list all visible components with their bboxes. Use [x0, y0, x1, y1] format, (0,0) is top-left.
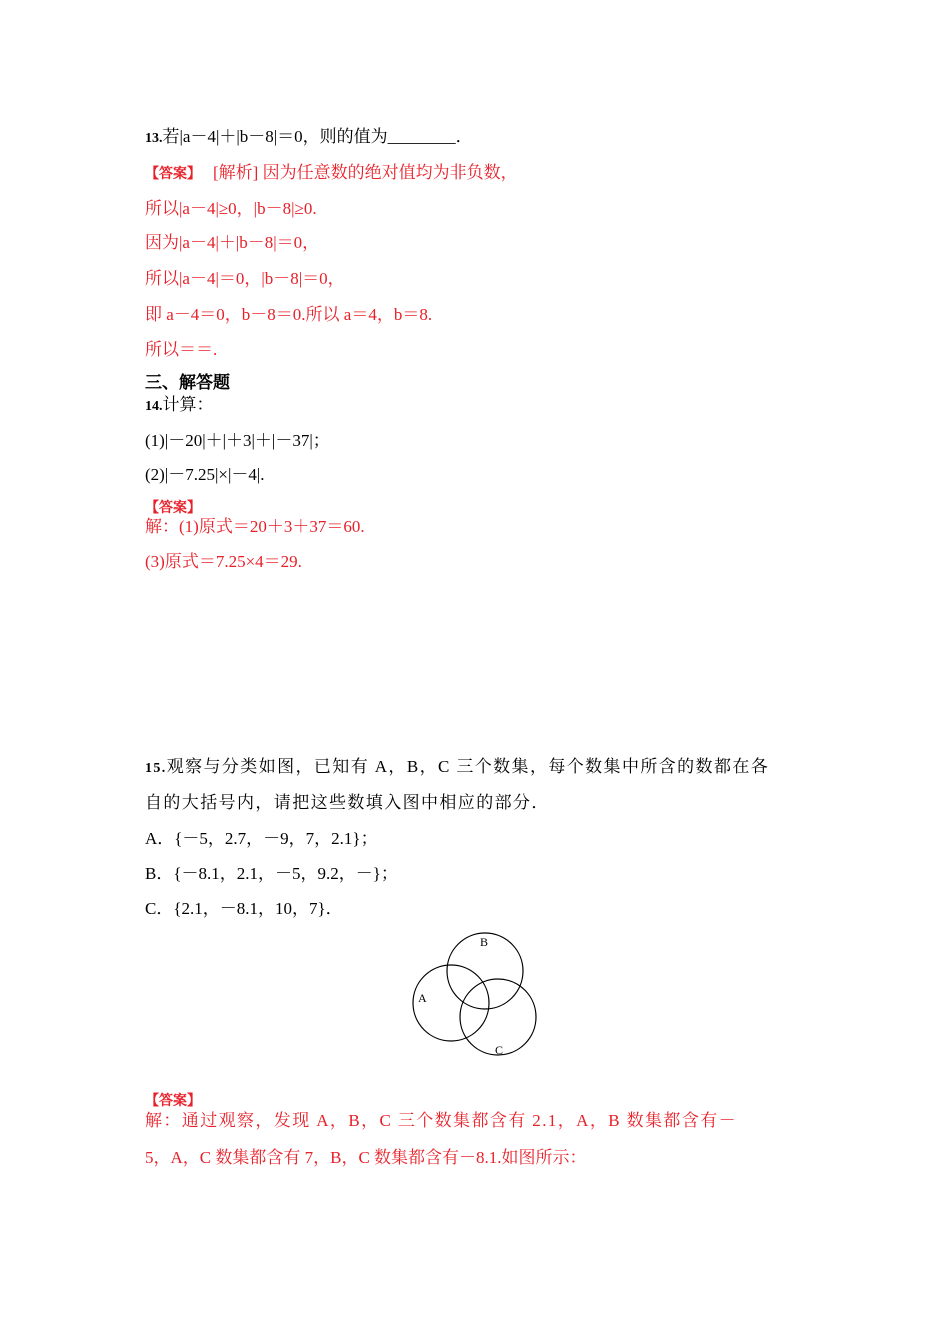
- q15-text-line-1: 观察与分类如图，已知有 A，B，C 三个数集，每个数集中所含的数都在各: [166, 757, 770, 776]
- q13-text: 若|a－4|＋|b－8|＝0，则的值为________．: [162, 127, 473, 146]
- q13-answer-first: [145, 162, 518, 185]
- q15-question: [145, 756, 769, 780]
- q15-set-a: A．{－5，2.7，－9，7，2.1}；: [145, 829, 378, 848]
- q15-text-line-2: 自的大括号内，请把这些数填入图中相应的部分．: [145, 793, 550, 812]
- q13-answer-tag: 【答案】: [145, 166, 201, 182]
- q13-answer-line-5: 所以＝＝.: [145, 340, 218, 359]
- q14-number: 14.: [145, 399, 163, 414]
- q15-number: 15.: [145, 761, 167, 776]
- q15-set-b: B．{－8.1，2.1，－5，9.2，－}；: [145, 864, 398, 883]
- label-b: B: [480, 935, 489, 949]
- q13-answer-line-1: 所以|a－4|≥0，|b－8|≥0.: [145, 199, 317, 218]
- q13-answer-line-0: [解析] 因为任意数的绝对值均为非负数，: [213, 163, 518, 182]
- q13-number: 13.: [145, 131, 163, 146]
- q15-set-c: C．{2.1，－8.1，10，7}．: [145, 899, 343, 918]
- q13-answer-line-3: 所以|a－4|＝0，|b－8|＝0，: [145, 269, 345, 288]
- q15-answer-line-2: 5，A，C 数集都含有 7，B，C 数集都含有－8.1.如图所示：: [145, 1148, 587, 1167]
- q13-answer-line-4: 即 a－4＝0，b－8＝0.所以 a＝4，b＝8.: [145, 305, 433, 324]
- q14-text: 计算：: [162, 395, 214, 414]
- q14-item-1: (1)|－20|＋|＋3|＋|－37|；: [145, 431, 330, 450]
- q14-question: [145, 394, 214, 418]
- q13-question: [145, 126, 473, 150]
- section-heading: 三、解答题: [145, 373, 230, 393]
- label-a: A: [418, 991, 427, 1005]
- q15-answer-line-1: 解：通过观察，发现 A，B，C 三个数集都含有 2.1，A，B 数集都含有－: [145, 1111, 738, 1130]
- q13-answer-line-2: 因为|a－4|＋|b－8|＝0，: [145, 233, 320, 252]
- label-c: C: [495, 1043, 504, 1057]
- q14-answer-tag: 【答案】: [145, 500, 201, 516]
- q14-answer-line-2: (3)原式＝7.25×4＝29.: [145, 552, 302, 571]
- q14-item-2: (2)|－7.25|×|－4|.: [145, 465, 265, 484]
- venn-diagram: [400, 925, 545, 1065]
- q15-answer-tag: 【答案】: [145, 1093, 201, 1109]
- q14-answer-line-1: 解：(1)原式＝20＋3＋37＝60.: [145, 517, 365, 536]
